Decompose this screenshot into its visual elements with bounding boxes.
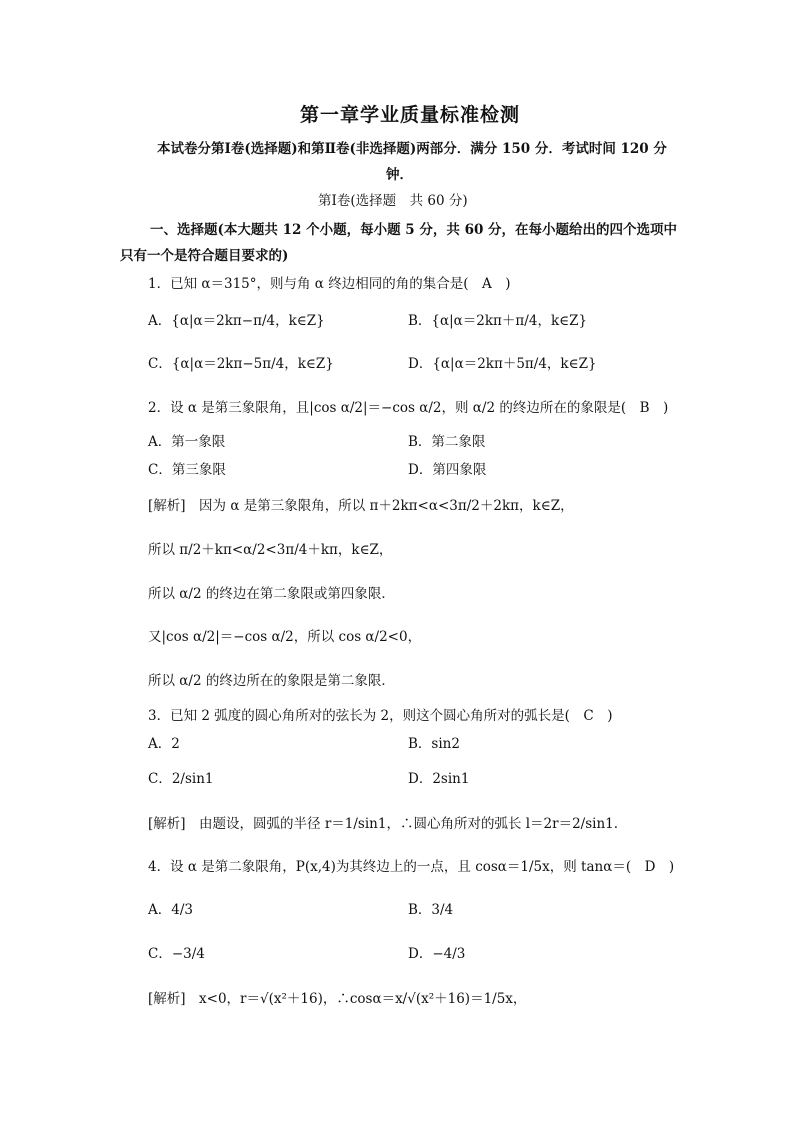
question-1-stem: 1．已知 α＝315°，则与角 α 终边相同的角的集合是( A ): [148, 276, 511, 292]
question-4-solution: [解析] x<0，r＝√(x²＋16)，∴cosα＝x/√(x²＋16)＝1/5x，: [148, 991, 527, 1007]
question-2-solution-line-1: [解析] 因为 α 是第三象限角，所以 π＋2kπ<α<3π/2＋2kπ，k∈Z，: [148, 498, 574, 514]
question-1-option-b: B．{α|α＝2kπ＋π/4，k∈Z}: [408, 313, 588, 329]
question-2-solution-line-4: 又|cos α/2|＝−cos α/2，所以 cos α/2<0，: [148, 629, 422, 645]
question-4-option-a: A．4/3: [148, 902, 193, 918]
part-one-heading: 第Ⅰ卷(选择题 共 60 分): [318, 193, 468, 209]
question-3-option-c: C．2/sin1: [148, 771, 214, 787]
question-2-option-d: D．第四象限: [408, 462, 487, 478]
intro-line-1: 本试卷分第Ⅰ卷(选择题)和第Ⅱ卷(非选择题)两部分．满分 150 分．考试时间 120 分: [157, 141, 667, 157]
question-4-stem: 4．设 α 是第二象限角，P(x,4)为其终边上的一点，且 cosα＝1/5x，则 tanα＝( D ): [148, 859, 675, 875]
question-4-option-b: B．3/4: [408, 902, 454, 918]
question-2-stem: 2．设 α 是第三象限角，且|cos α/2|＝−cos α/2，则 α/2 的终边所在的象限是( B ): [148, 400, 669, 416]
question-2-solution-line-5: 所以 α/2 的终边所在的象限是第二象限．: [148, 673, 395, 689]
question-4-option-d: D．−4/3: [408, 946, 466, 962]
question-3-solution: [解析] 由题设，圆弧的半径 r＝1/sin1，∴圆心角所对的弧长 l＝2r＝2/sin1.: [148, 816, 619, 832]
section-heading-line-1: 一、选择题(本大题共 12 个小题，每小题 5 分，共 60 分，在每小题给出的四个选项中: [150, 222, 678, 238]
question-1-option-c: C．{α|α＝2kπ−5π/4，k∈Z}: [148, 356, 334, 372]
question-1-option-d: D．{α|α＝2kπ＋5π/4，k∈Z}: [408, 356, 597, 372]
question-1-option-a: A．{α|α＝2kπ−π/4，k∈Z}: [148, 313, 325, 329]
question-2-solution-line-2: 所以 π/2＋kπ<α/2<3π/4＋kπ，k∈Z，: [148, 542, 393, 558]
question-3-option-d: D．2sin1: [408, 771, 470, 787]
question-3-option-b: B．sin2: [408, 736, 460, 752]
question-2-option-c: C．第三象限: [148, 462, 226, 478]
question-3-stem: 3．已知 2 弧度的圆心角所对的弦长为 2，则这个圆心角所对的弧长是( C ): [148, 708, 613, 724]
section-heading-line-2: 只有一个是符合题目要求的): [120, 248, 289, 264]
question-2-solution-line-3: 所以 α/2 的终边在第二象限或第四象限．: [148, 586, 395, 602]
question-4-option-c: C．−3/4: [148, 946, 205, 962]
question-2-option-b: B．第二象限: [408, 434, 486, 450]
question-2-option-a: A．第一象限: [148, 434, 226, 450]
page-title: 第一章学业质量标准检测: [300, 104, 521, 126]
question-3-option-a: A．2: [148, 736, 180, 752]
intro-line-2: 钟．: [386, 167, 413, 183]
